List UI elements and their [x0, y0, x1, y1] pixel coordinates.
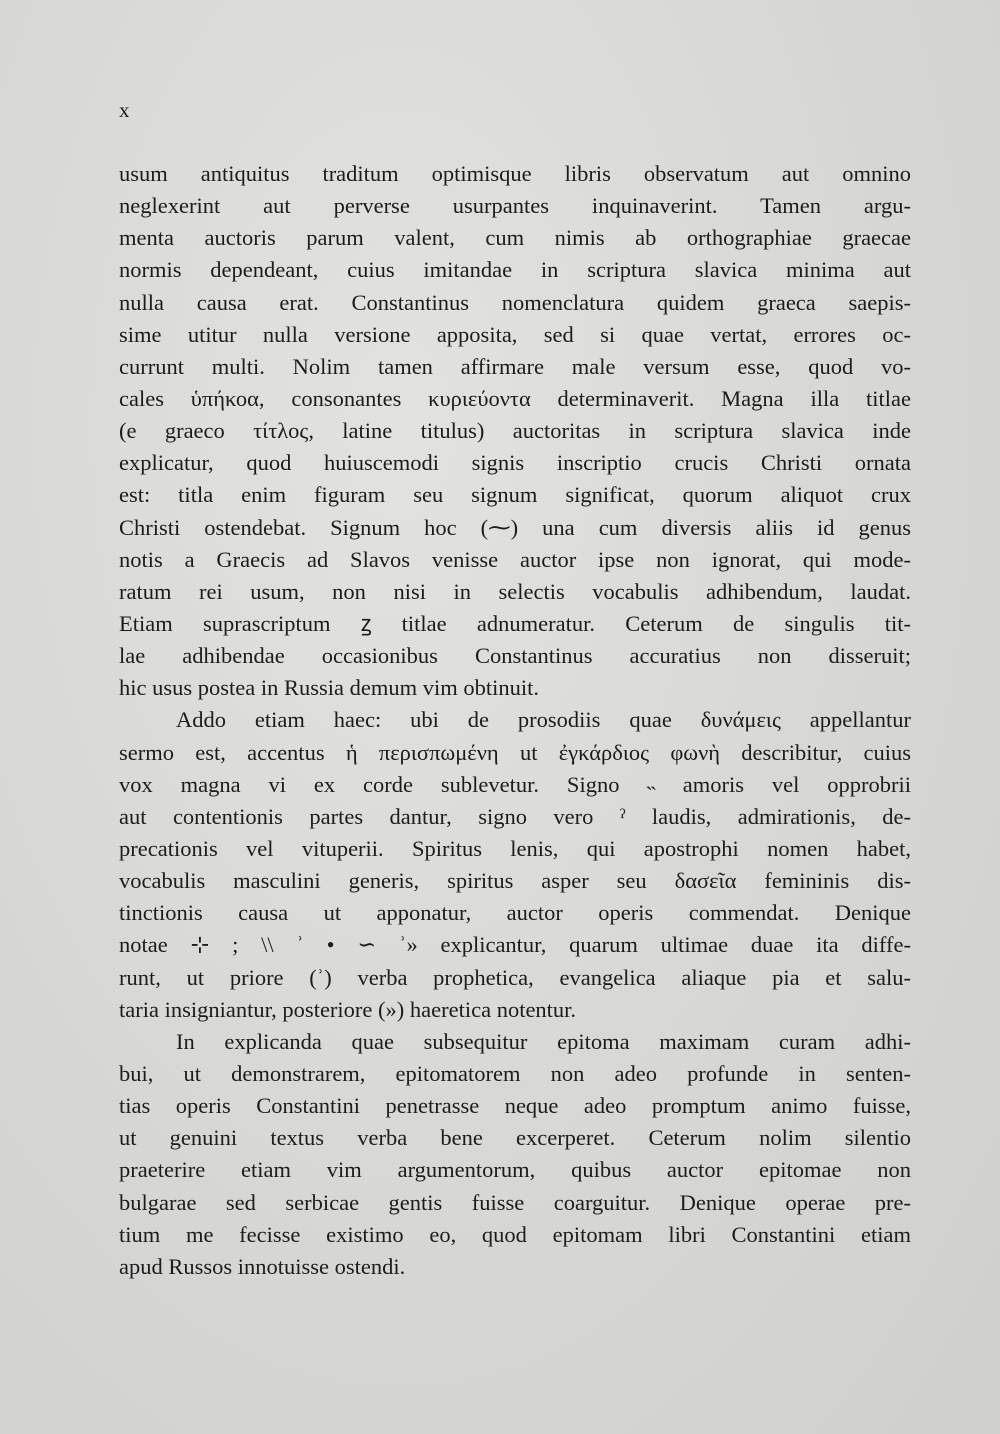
text-line: taria insigniantur, posteriore (») haeretica notentur. [119, 996, 577, 1022]
text-line: Addo etiam haec: ubi de prosodiis quae δυνάμεις appellantur [176, 707, 911, 733]
text-line: vocabulis masculini generis, spiritus asper seu δασεῖα femininis dis- [119, 868, 911, 894]
text-line: (e graeco τίτλος, latine titulus) auctoritas in scriptura slavica inde [119, 418, 911, 444]
text-line: usum antiquitus traditum optimisque libris observatum aut omnino [119, 161, 911, 186]
text-line: nulla causa erat. Constantinus nomenclatura quidem graeca saepis- [119, 289, 911, 315]
body-text [119, 158, 911, 1283]
text-line: sermo est, accentus ἡ περισπωμένη ut ἐγκάρδιος φωνὴ describitur, cuius [119, 739, 911, 765]
text-line: ut genuini textus verba bene excerperet. Ceterum nolim silentio [119, 1125, 911, 1151]
text-line: praeterire etiam vim argumentorum, quibus auctor epitomae non [119, 1157, 911, 1183]
text-line: apud Russos innotuisse ostendi. [119, 1253, 406, 1279]
text-line: hic usus postea in Russia demum vim obtinuit. [119, 675, 539, 701]
page-number: x [119, 98, 130, 122]
text-line: Etiam suprascriptum ꙁ titlae adnumeratur. Ceterum de singulis tit- [119, 610, 911, 636]
text-line: notae ⊹ ; \\ ʾ • ∽ ʾ» explicantur, quarum ultimae duae ita diffe- [119, 932, 911, 958]
text-line: est: titla enim figuram seu signum significat, quorum aliquot crux [119, 482, 911, 508]
text-line: neglexerint aut perverse usurpantes inquinaverint. Tamen argu- [119, 193, 911, 219]
text-line: aut contentionis partes dantur, signo vero ˀ laudis, admirationis, de- [119, 803, 911, 829]
text-line: notis a Graecis ad Slavos venisse auctor ipse non ignorat, qui mode- [119, 546, 911, 572]
text-line: ratum rei usum, non nisi in selectis vocabulis adhibendum, laudat. [119, 578, 911, 604]
text-line: vox magna vi ex corde sublevetur. Signo ˵ amoris vel opprobrii [119, 771, 911, 797]
text-line: tinctionis causa ut apponatur, auctor operis commendat. Denique [119, 900, 911, 926]
text-line: sime utitur nulla versione apposita, sed si quae vertat, errores oc- [119, 321, 911, 347]
text-line: cales ὑπήκοα, consonantes κυριεύοντα determinaverit. Magna illa titlae [119, 385, 911, 411]
text-line: precationis vel vituperii. Spiritus lenis, qui apostrophi nomen habet, [119, 835, 911, 861]
text-line: currunt multi. Nolim tamen affirmare male versum esse, quod vo- [119, 353, 911, 379]
text-line: bulgarae sed serbicae gentis fuisse coarguitur. Denique operae pre- [119, 1189, 911, 1215]
text-line: runt, ut priore (ʾ) verba prophetica, evangelica aliaque pia et salu- [119, 964, 911, 990]
text-line: lae adhibendae occasionibus Constantinus accuratius non disseruit; [119, 643, 911, 669]
text-line: Christi ostendebat. Signum hoc (⁓) una cum diversis aliis id genus [119, 514, 911, 540]
text-line: tium me fecisse existimo eo, quod epitomam libri Constantini etiam [119, 1221, 911, 1247]
text-line: normis dependeant, cuius imitandae in scriptura slavica minima aut [119, 257, 911, 283]
text-line: menta auctoris parum valent, cum nimis ab orthographiae graecae [119, 225, 911, 251]
text-line: bui, ut demonstrarem, epitomatorem non adeo profunde in senten- [119, 1060, 911, 1086]
text-line: explicatur, quod huiuscemodi signis inscriptio crucis Christi ornata [119, 450, 911, 476]
text-line: tias operis Constantini penetrasse neque adeo promptum animo fuisse, [119, 1093, 911, 1119]
text-line: In explicanda quae subsequitur epitoma maximam curam adhi- [176, 1028, 911, 1054]
